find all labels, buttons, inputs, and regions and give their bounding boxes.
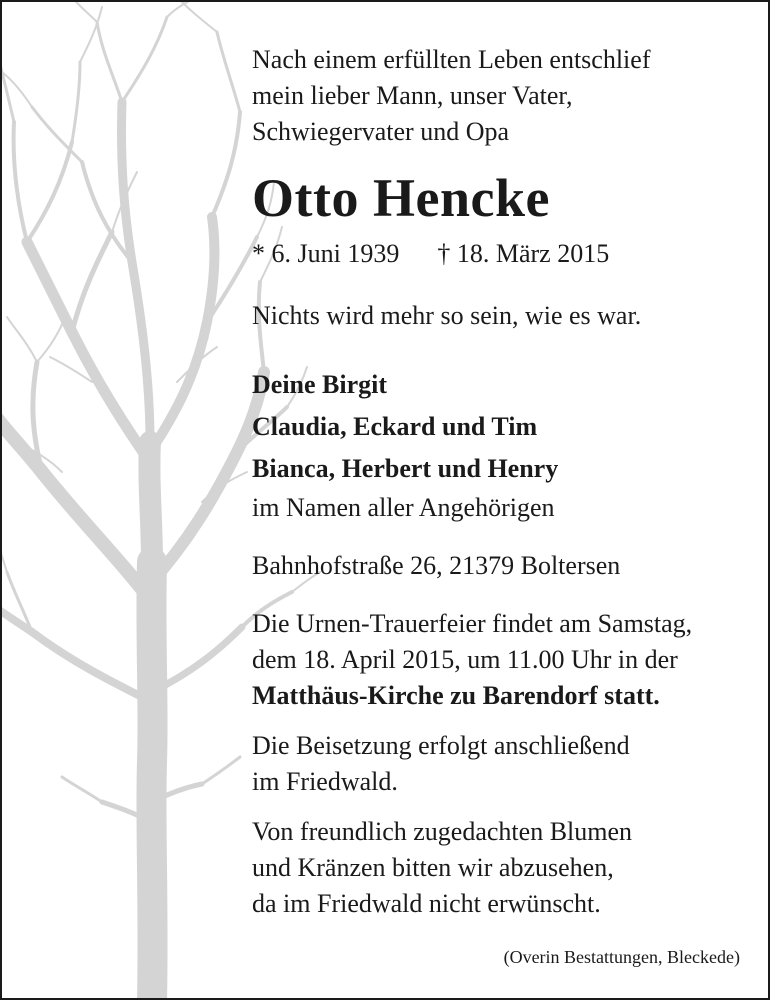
death-date: † 18. März 2015 bbox=[437, 239, 610, 268]
burial-line: im Friedwald. bbox=[252, 767, 398, 796]
intro-line: mein lieber Mann, unser Vater, bbox=[252, 81, 573, 110]
deceased-name: Otto Hencke bbox=[252, 168, 550, 228]
flowers-line: Von freundlich zugedachten Blumen bbox=[252, 817, 633, 846]
behalf-text bbox=[252, 490, 752, 526]
address-line: Bahnhofstraße 26, 21379 Boltersen bbox=[252, 551, 621, 580]
flowers-line: und Kränzen bitten wir abzusehen, bbox=[252, 853, 614, 882]
mourner-line: Claudia, Eckard und Tim bbox=[252, 412, 538, 441]
memorial-quote bbox=[252, 298, 752, 334]
intro-line: Nach einem erfüllten Leben entschlief bbox=[252, 45, 651, 74]
family-address bbox=[252, 548, 752, 584]
ceremony-info bbox=[252, 606, 752, 714]
intro-text bbox=[252, 42, 752, 150]
notice-content bbox=[252, 42, 752, 922]
ceremony-line: Die Urnen-Trauerfeier findet am Samstag, bbox=[252, 609, 693, 638]
undertaker-credit: (Overin Bestattungen, Bleckede) bbox=[503, 947, 740, 967]
flowers-line: da im Friedwald nicht erwünscht. bbox=[252, 889, 601, 918]
ceremony-location: Matthäus-Kirche zu Barendorf statt. bbox=[252, 681, 660, 710]
birth-date: * 6. Juni 1939 bbox=[252, 239, 400, 268]
quote-text: Nichts wird mehr so sein, wie es war. bbox=[252, 301, 642, 330]
mourners-list bbox=[252, 364, 752, 490]
life-dates bbox=[252, 236, 752, 272]
ceremony-line: dem 18. April 2015, um 11.00 Uhr in der bbox=[252, 645, 678, 674]
mourner-line: Bianca, Herbert und Henry bbox=[252, 454, 559, 483]
burial-line: Die Beisetzung erfolgt anschließend bbox=[252, 731, 630, 760]
intro-line: Schwiegervater und Opa bbox=[252, 117, 510, 146]
mourner-line: Deine Birgit bbox=[252, 370, 388, 399]
behalf-line: im Namen aller Angehörigen bbox=[252, 493, 555, 522]
burial-info bbox=[252, 728, 752, 800]
flowers-request bbox=[252, 814, 752, 922]
